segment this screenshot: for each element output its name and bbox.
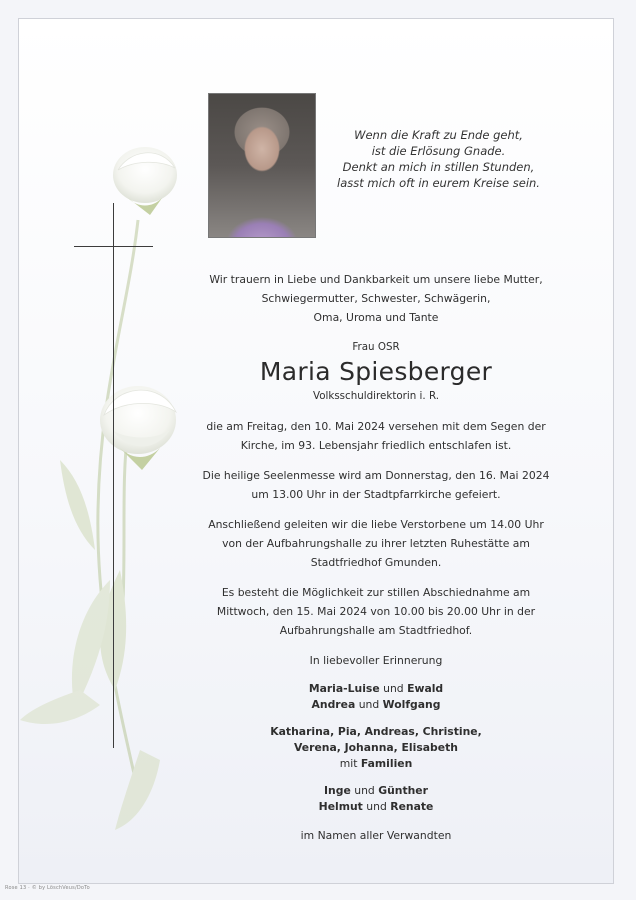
family-line bbox=[200, 783, 552, 799]
quote-line: ist die Erlösung Gnade. bbox=[371, 144, 506, 158]
deceased-profession: Volksschuldirektorin i. R. bbox=[312, 390, 440, 402]
upper-rose-icon bbox=[113, 147, 177, 215]
farewell-line: Mittwoch, den 15. Mai 2024 von 10.00 bis 20.00 Uhr in der bbox=[216, 605, 536, 618]
lower-rose-icon bbox=[100, 386, 176, 470]
family-name: Wolfgang bbox=[382, 698, 441, 711]
intro-line: Wir trauern in Liebe und Dankbarkeit um unsere liebe Mutter, bbox=[209, 273, 543, 286]
family-line bbox=[200, 681, 552, 697]
deceased-title: Frau OSR bbox=[352, 341, 400, 353]
death-notice-line: die am Freitag, den 10. Mai 2024 versehen mit dem Segen der bbox=[206, 420, 546, 433]
cross-horizontal-bar bbox=[74, 246, 153, 247]
deceased-name: Maria Spiesberger bbox=[259, 357, 493, 386]
footer-credit: Rose 13 · © by LöschVeus/DoTo bbox=[5, 885, 90, 891]
quote-line: Wenn die Kraft zu Ende geht, bbox=[354, 128, 523, 142]
family-name: Günther bbox=[378, 784, 428, 797]
family-name: Renate bbox=[390, 800, 434, 813]
family-line bbox=[200, 799, 552, 815]
family-connector: mit bbox=[339, 757, 358, 770]
family-connector: und bbox=[366, 800, 387, 813]
white-roses-illustration bbox=[20, 130, 195, 830]
obituary-text bbox=[200, 270, 552, 845]
grandchildren-line: Verena, Johanna, Elisabeth bbox=[294, 741, 458, 754]
closing-line: im Namen aller Verwandten bbox=[300, 829, 452, 842]
remembrance-line: In liebevoller Erinnerung bbox=[309, 654, 443, 667]
mass-line: Die heilige Seelenmesse wird am Donnerstag, den 16. Mai 2024 bbox=[202, 469, 550, 482]
family-name: Helmut bbox=[318, 800, 363, 813]
family-connector: und bbox=[354, 784, 375, 797]
family-line bbox=[200, 756, 552, 772]
farewell-line: Aufbahrungshalle am Stadtfriedhof. bbox=[279, 624, 473, 637]
family-name: Maria-Luise bbox=[308, 682, 380, 695]
death-notice-line: Kirche, im 93. Lebensjahr friedlich entschlafen ist. bbox=[240, 439, 512, 452]
family-name: Inge bbox=[324, 784, 351, 797]
burial-line: Anschließend geleiten wir die liebe Verstorbene um 14.00 Uhr bbox=[208, 518, 544, 531]
intro-line: Oma, Uroma und Tante bbox=[313, 311, 439, 324]
family-line bbox=[200, 697, 552, 713]
grandchildren-line: Katharina, Pia, Andreas, Christine, bbox=[270, 725, 482, 738]
family-name: Andrea bbox=[311, 698, 356, 711]
memorial-quote bbox=[326, 127, 551, 191]
family-connector: und bbox=[383, 682, 404, 695]
farewell-line: Es besteht die Möglichkeit zur stillen Abschiednahme am bbox=[221, 586, 531, 599]
family-connector: und bbox=[358, 698, 380, 711]
burial-line: Stadtfriedhof Gmunden. bbox=[310, 556, 442, 569]
intro-line: Schwiegermutter, Schwester, Schwägerin, bbox=[261, 292, 491, 305]
portrait-photo bbox=[208, 93, 316, 238]
family-name: Familien bbox=[360, 757, 413, 770]
mass-line: um 13.00 Uhr in der Stadtpfarrkirche gefeiert. bbox=[251, 488, 501, 501]
cross-vertical-bar bbox=[113, 203, 114, 748]
burial-line: von der Aufbahrungshalle zu ihrer letzten Ruhestätte am bbox=[222, 537, 530, 550]
quote-line: lasst mich oft in eurem Kreise sein. bbox=[337, 176, 540, 190]
family-name: Ewald bbox=[407, 682, 444, 695]
quote-line: Denkt an mich in stillen Stunden, bbox=[342, 160, 535, 174]
